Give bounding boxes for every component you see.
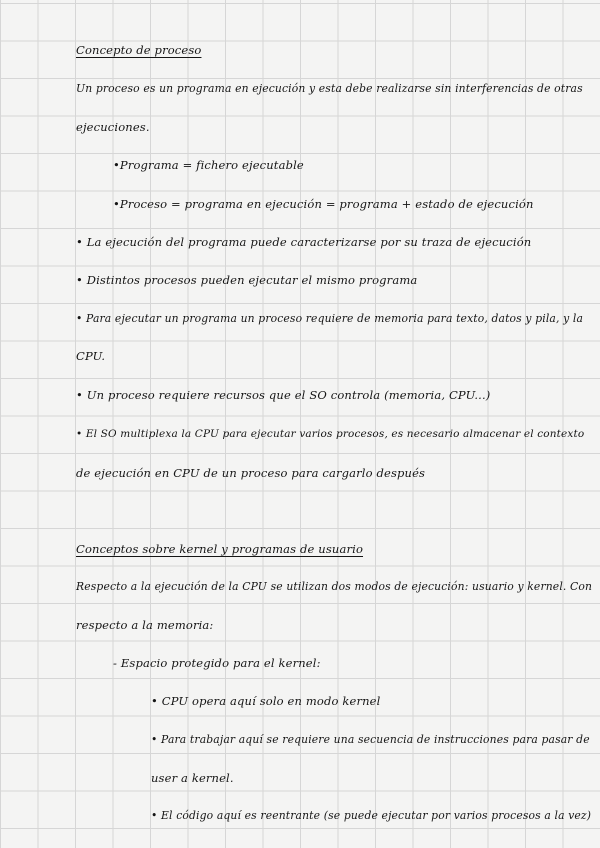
bullet-memoria-line-1: • Para ejecutar un programa un proceso requiere de memoria para texto, datos y pila, y la: [76, 312, 584, 325]
kernel-intro-line-2: respecto a la memoria:: [76, 618, 214, 632]
bullet-mismo-programa: • Distintos procesos pueden ejecutar el mismo programa: [76, 273, 418, 287]
kernel-item-instrucciones-line-2: user a kernel.: [151, 771, 234, 785]
kernel-item-modo-kernel: • CPU opera aquí solo en modo kernel: [151, 694, 381, 708]
bullet-memoria-line-2: CPU.: [76, 349, 106, 363]
kernel-item-instrucciones-line-1: • Para trabajar aquí se requiere una secuencia de instrucciones para pasar de: [151, 733, 590, 746]
bullet-traza-ejecucion: • La ejecución del programa puede caracterizarse por su traza de ejecución: [76, 235, 532, 249]
kernel-intro-line-1: Respecto a la ejecución de la CPU se utilizan dos modos de ejecución: usuario y kernel. Con: [76, 580, 593, 593]
bullet-multiplexa-line-2: de ejecución en CPU de un proceso para cargarlo después: [76, 466, 426, 480]
definition-programa: •Programa = fichero ejecutable: [113, 158, 304, 172]
kernel-item-reentrante: • El código aquí es reentrante (se puede ejecutar por varios procesos a la vez): [151, 809, 592, 822]
definition-proceso: •Proceso = programa en ejecución = programa + estado de ejecución: [113, 197, 534, 211]
kernel-subheading: - Espacio protegido para el kernel:: [113, 656, 321, 670]
bullet-multiplexa-line-1: • El SO multiplexa la CPU para ejecutar varios procesos, es necesario almacenar el contexto: [76, 428, 585, 440]
section-title-concepto-de-proceso: Concepto de proceso: [76, 43, 202, 57]
bullet-recursos: • Un proceso requiere recursos que el SO controla (memoria, CPU...): [76, 388, 491, 402]
intro-text-line-2: ejecuciones.: [76, 120, 150, 134]
intro-text-line-1: Un proceso es un programa en ejecución y esta debe realizarse sin interferencias de otras: [76, 82, 583, 95]
section-title-kernel: Conceptos sobre kernel y programas de usuario: [76, 542, 364, 556]
